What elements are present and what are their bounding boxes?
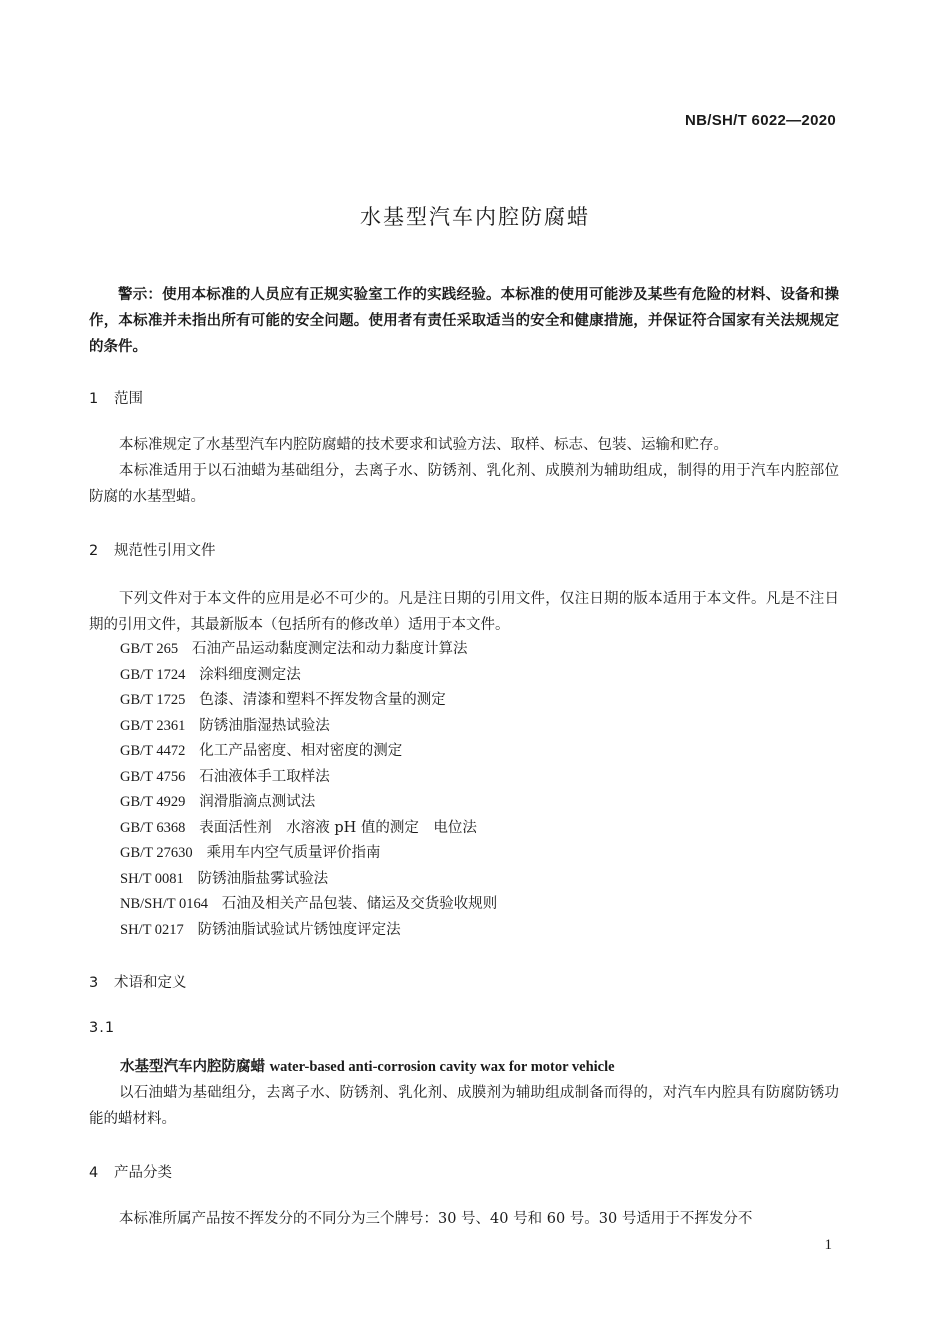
term-entry <box>120 1055 615 1076</box>
section-title: 术语和定义 <box>114 975 187 991</box>
reference-code: GB/T 4756 <box>120 768 186 785</box>
section-3-heading <box>89 971 187 992</box>
reference-title: 防锈油脂试验试片锈蚀度评定法 <box>197 921 401 938</box>
section-2-heading <box>89 539 216 560</box>
reference-code: GB/T 1725 <box>120 692 186 708</box>
reference-item <box>120 714 497 740</box>
section-2-paragraph-1: 下列文件对于本文件的应用是必不可少的。凡是注日期的引用文件，仅注日期的版本适用于本文件。凡是不注日期的引用文件，其最新版本（包括所有的修改单）适用于本文件。 <box>89 591 839 633</box>
section-1-paragraph-2: 本标准适用于以石油蜡为基础组分，去离子水、防锈剂、乳化剂、成膜剂为辅助组成，制得的用于汽车内腔部位防腐的水基型蜡。 <box>89 463 839 505</box>
reference-item <box>120 637 497 663</box>
standard-code: NB/SH/T 6022—2020 <box>684 112 836 129</box>
reference-title: 润滑脂滴点测试法 <box>199 794 316 810</box>
reference-title: 涂料细度测定法 <box>199 666 301 683</box>
section-title: 规范性引用文件 <box>114 543 216 559</box>
reference-item <box>120 790 497 816</box>
section-1-heading <box>89 387 143 408</box>
document-title: 水基型汽车内腔防腐蜡 <box>360 205 590 229</box>
reference-item <box>120 765 497 791</box>
reference-title: 化工产品密度、相对密度的测定 <box>199 743 403 759</box>
reference-title: 石油产品运动黏度测定法和动力黏度计算法 <box>191 641 468 657</box>
subsection-number: 3.1 <box>89 1020 116 1036</box>
section-number: 4 <box>89 1165 99 1181</box>
reference-item <box>120 816 497 842</box>
section-4-paragraph-1: 本标准所属产品按不挥发分的不同分为三个牌号：30 号、40 号和 60 号。30 号适用于不挥发分不 <box>119 1211 753 1227</box>
section-number: 3 <box>89 975 99 991</box>
reference-title: 色漆、清漆和塑料不挥发物含量的测定 <box>199 692 446 708</box>
reference-item <box>120 841 497 867</box>
section-title: 范围 <box>114 391 143 407</box>
reference-code: NB/SH/T 0164 <box>120 896 208 912</box>
reference-code: GB/T 2361 <box>120 717 186 734</box>
reference-item <box>120 918 497 944</box>
reference-code: GB/T 4472 <box>120 743 186 759</box>
term-definition: 以石油蜡为基础组分，去离子水、防锈剂、乳化剂、成膜剂为辅助组成制备而得的，对汽车内腔具有防腐防锈功能的蜡材料。 <box>89 1085 839 1127</box>
term-chinese: 水基型汽车内腔防腐蜡 <box>120 1059 265 1075</box>
reference-code: GB/T 265 <box>120 641 179 657</box>
reference-item <box>120 892 497 918</box>
page-number: 1 <box>824 1237 832 1253</box>
reference-title: 表面活性剂 水溶液 pH 值的测定 电位法 <box>199 819 477 836</box>
reference-title: 石油液体手工取样法 <box>199 768 330 785</box>
reference-title: 防锈油脂湿热试验法 <box>199 717 330 734</box>
reference-code: GB/T 27630 <box>120 845 193 861</box>
reference-title: 石油及相关产品包装、储运及交货验收规则 <box>221 896 498 912</box>
reference-code: SH/T 0217 <box>120 921 184 938</box>
warning-paragraph: 警示：使用本标准的人员应有正规实验室工作的实践经验。本标准的使用可能涉及某些有危险的材料、设备和操作，本标准并未指出所有可能的安全问题。使用者有责任采取适当的安全和健康措施，并保证符合国家有关法规规定的条件。 <box>89 287 839 355</box>
reference-list <box>120 637 497 943</box>
reference-title: 乘用车内空气质量评价指南 <box>206 845 381 861</box>
section-4-heading <box>89 1161 172 1182</box>
reference-item <box>120 739 497 765</box>
reference-code: SH/T 0081 <box>120 870 184 887</box>
reference-item <box>120 688 497 714</box>
reference-code: GB/T 1724 <box>120 666 186 683</box>
reference-item <box>120 867 497 893</box>
term-english: water-based anti-corrosion cavity wax for motor vehicle <box>269 1059 615 1075</box>
reference-item <box>120 663 497 689</box>
section-number: 1 <box>89 391 99 407</box>
reference-code: GB/T 6368 <box>120 819 186 836</box>
section-title: 产品分类 <box>114 1165 172 1181</box>
reference-code: GB/T 4929 <box>120 794 186 810</box>
section-number: 2 <box>89 543 99 559</box>
section-1-paragraph-1: 本标准规定了水基型汽车内腔防腐蜡的技术要求和试验方法、取样、标志、包装、运输和贮存。 <box>119 437 728 453</box>
reference-title: 防锈油脂盐雾试验法 <box>197 870 329 887</box>
